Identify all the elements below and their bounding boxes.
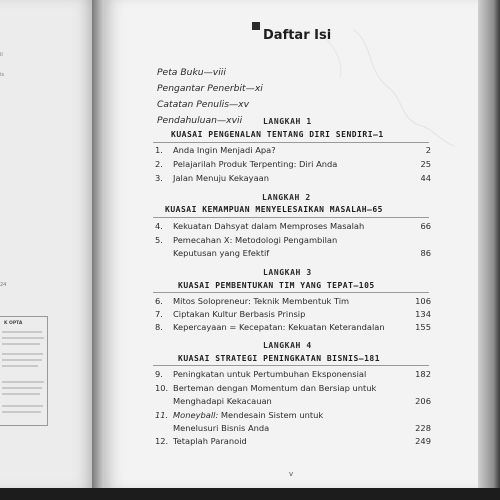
entry-title: Pemecahan X: Metodologi Pengambilan — [173, 235, 338, 245]
text-line — [2, 393, 40, 395]
section-rule — [153, 142, 429, 143]
section-rule — [153, 217, 429, 218]
entry-title: Keputusan yang Efektif — [173, 248, 270, 258]
text-line — [2, 381, 44, 383]
entry-title: Menghadapi Kekacauan — [173, 396, 272, 406]
step-label: LANGKAH 1 — [263, 117, 312, 126]
text-line — [2, 411, 41, 413]
entry-page: 182 — [415, 369, 431, 379]
page-title: Daftar Isi — [263, 28, 332, 43]
left-page-fragment: 24 — [0, 282, 7, 288]
entry-number: 5. — [155, 235, 163, 245]
text-line — [2, 343, 40, 345]
sidebar-box-title: K OPTA — [4, 321, 23, 326]
entry-title: Berteman dengan Momentum dan Bersiap untuk — [173, 383, 377, 393]
left-page — [0, 0, 96, 488]
entry-title: Kepercayaan = Kecepatan: Kekuatan Keterandalan — [173, 322, 385, 332]
entry-title: Moneyball: Mendesain Sistem untuk — [173, 410, 324, 420]
entry-page: 44 — [420, 173, 431, 183]
entry-number: 3. — [155, 173, 163, 183]
entry-number: 12. — [155, 436, 169, 446]
entry-page: 249 — [415, 436, 431, 446]
entry-page: 106 — [415, 296, 431, 306]
step-title: KUASAI PEMBENTUKAN TIM YANG TEPAT—105 — [178, 281, 375, 290]
entry-title-lead: Moneyball: — [173, 410, 219, 420]
left-page-fragment: il — [0, 52, 3, 58]
entry-number: 2. — [155, 159, 163, 169]
entry-number: 9. — [155, 369, 163, 379]
front-matter-item: Pendahuluan—xvii — [157, 115, 243, 126]
entry-title: Jalan Menuju Kekayaan — [173, 173, 270, 183]
text-line — [2, 337, 44, 339]
entry-page: 86 — [420, 248, 431, 258]
text-line — [2, 359, 42, 361]
text-line — [2, 365, 38, 367]
entry-page: 2 — [425, 145, 431, 155]
entry-number: 10. — [155, 383, 169, 393]
entry-page: 25 — [420, 159, 431, 169]
entry-title: Anda Ingin Menjadi Apa? — [173, 145, 276, 155]
entry-title: Pelajarilah Produk Terpenting: Diri Anda — [173, 159, 338, 169]
step-label: LANGKAH 2 — [262, 193, 311, 202]
page-edge-shadow — [478, 0, 500, 500]
entry-title: Tetaplah Paranoid — [173, 436, 247, 446]
entry-number: 11. — [155, 410, 169, 420]
entry-title: Peningkatan untuk Pertumbuhan Eksponensial — [173, 369, 367, 379]
entry-number: 4. — [155, 221, 163, 231]
step-title: KUASAI KEMAMPUAN MENYELESAIKAN MASALAH—65 — [165, 205, 383, 214]
text-line — [2, 405, 43, 407]
entry-number: 8. — [155, 322, 163, 332]
front-matter-item: Peta Buku—viii — [157, 67, 226, 78]
entry-title: Ciptakan Kultur Berbasis Prinsip — [173, 309, 306, 319]
text-line — [2, 331, 42, 333]
section-rule — [153, 292, 429, 293]
step-label: LANGKAH 3 — [263, 268, 312, 277]
page-number: v — [289, 470, 294, 478]
entry-page: 134 — [415, 309, 431, 319]
entry-page: 228 — [415, 423, 431, 433]
front-matter-item: Pengantar Penerbit—xi — [157, 83, 263, 94]
front-matter-item: Catatan Penulis—xv — [157, 99, 250, 110]
left-page-fragment: is — [0, 72, 4, 78]
entry-page: 66 — [420, 221, 431, 231]
entry-title: Kekuatan Dahsyat dalam Memproses Masalah — [173, 221, 365, 231]
entry-page: 155 — [415, 322, 431, 332]
entry-title: Mitos Solopreneur: Teknik Membentuk Tim — [173, 296, 350, 306]
step-title: KUASAI PENGENALAN TENTANG DIRI SENDIRI—1 — [171, 130, 384, 139]
table-background — [0, 488, 500, 500]
entry-page: 206 — [415, 396, 431, 406]
entry-number: 1. — [155, 145, 163, 155]
section-rule — [153, 365, 429, 366]
text-line — [2, 387, 42, 389]
step-title: KUASAI STRATEGI PENINGKATAN BISNIS—181 — [178, 354, 381, 363]
title-square-icon — [252, 22, 260, 30]
entry-number: 6. — [155, 296, 163, 306]
entry-title: Menelusuri Bisnis Anda — [173, 423, 270, 433]
text-line — [2, 353, 43, 355]
sidebar-box — [0, 316, 48, 426]
step-label: LANGKAH 4 — [263, 341, 312, 350]
entry-number: 7. — [155, 309, 163, 319]
